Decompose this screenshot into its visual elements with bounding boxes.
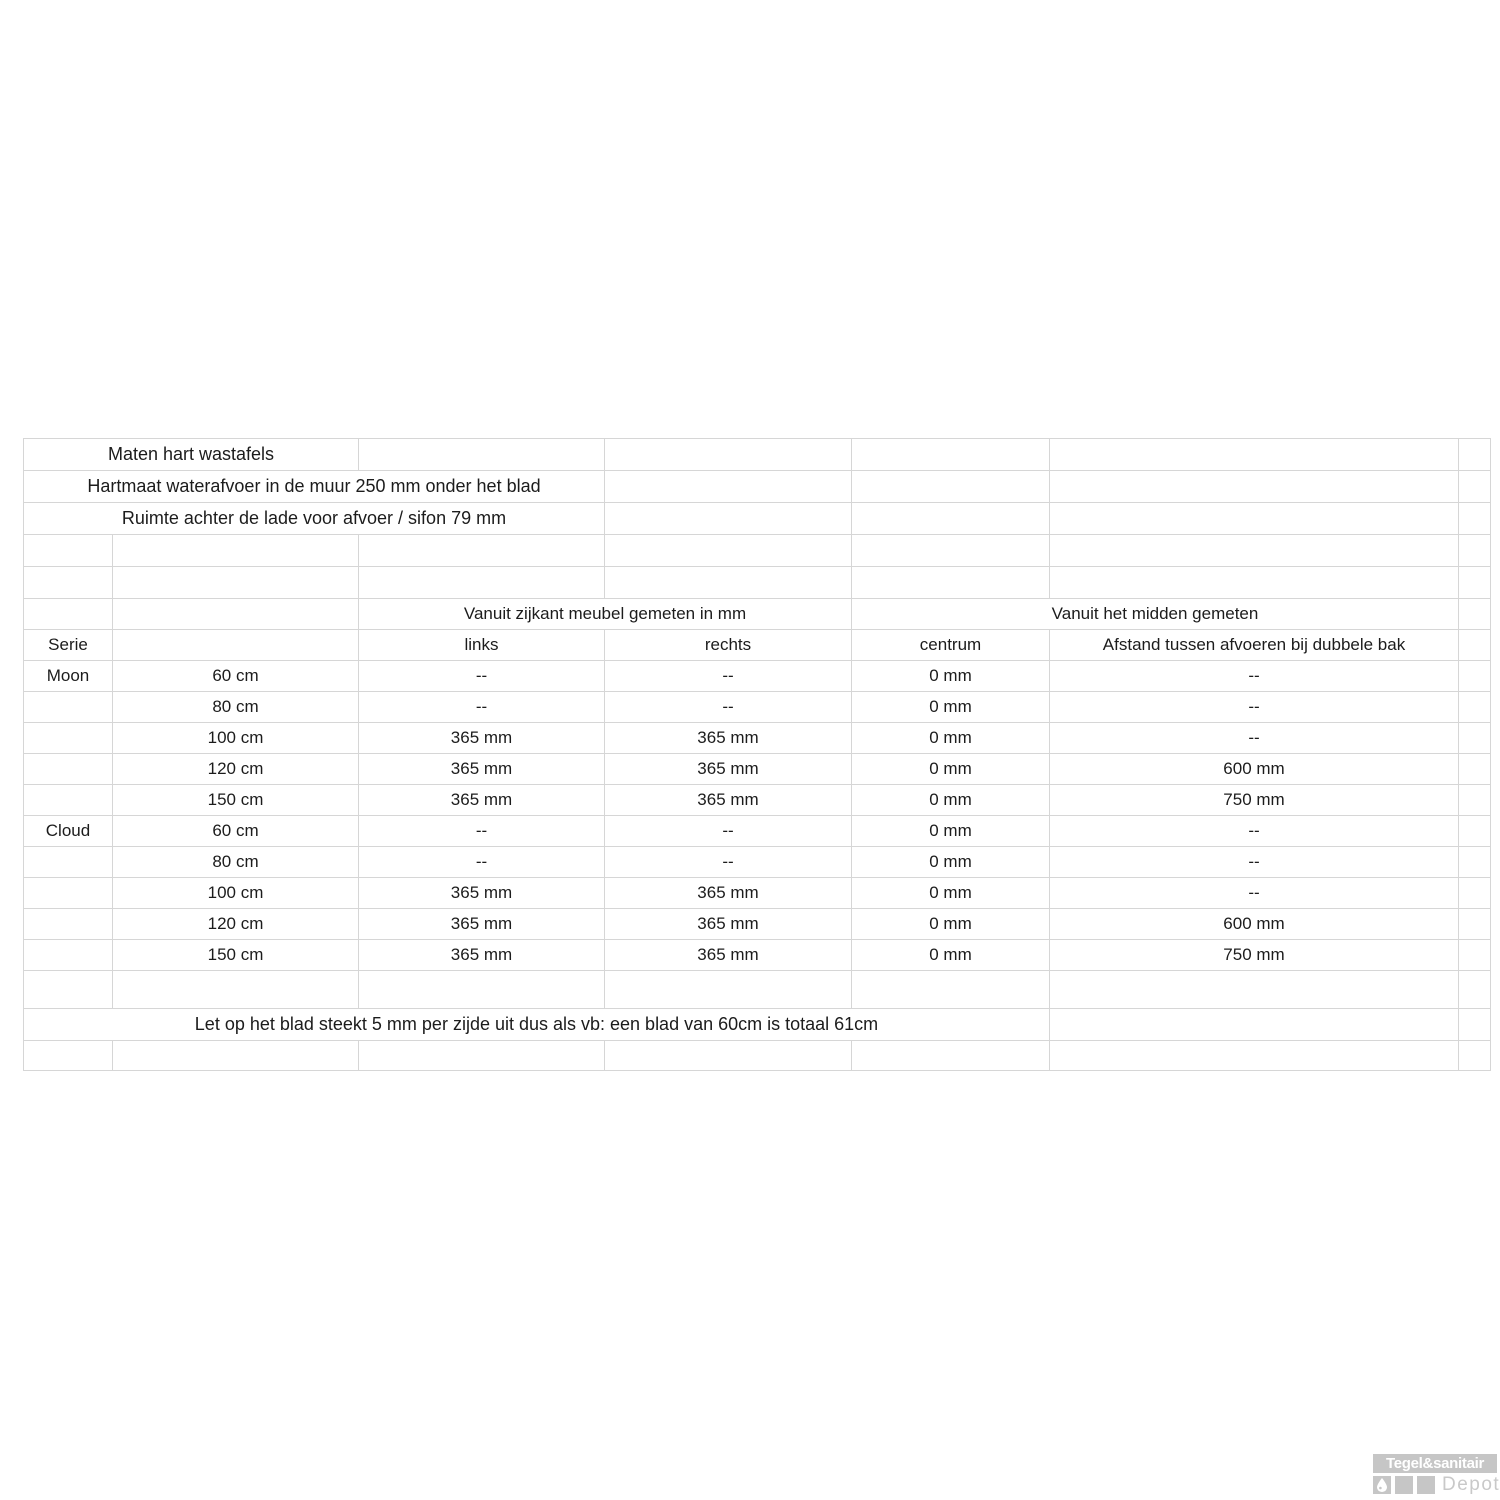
- empty-cell[interactable]: [113, 1041, 359, 1071]
- data-cell-links[interactable]: 365 mm: [359, 723, 605, 754]
- data-cell-afstand[interactable]: --: [1050, 692, 1459, 723]
- serie-label[interactable]: [24, 785, 113, 816]
- empty-cell[interactable]: [1459, 847, 1491, 878]
- empty-cell[interactable]: [1459, 878, 1491, 909]
- serie-label[interactable]: [24, 754, 113, 785]
- logo-sub-name: Depot: [1442, 1474, 1500, 1495]
- data-cell-centrum[interactable]: 0 mm: [852, 816, 1050, 847]
- empty-cell[interactable]: [24, 1041, 113, 1071]
- empty-cell[interactable]: [359, 1041, 605, 1071]
- empty-cell[interactable]: [1459, 599, 1491, 630]
- empty-cell[interactable]: [1459, 471, 1491, 503]
- empty-cell[interactable]: [1459, 567, 1491, 599]
- data-cell-centrum[interactable]: 0 mm: [852, 940, 1050, 971]
- serie-label[interactable]: Moon: [24, 661, 113, 692]
- table-row: [24, 909, 1491, 940]
- empty-cell[interactable]: [113, 535, 359, 567]
- empty-cell[interactable]: [605, 971, 852, 1009]
- data-cell-links[interactable]: --: [359, 847, 605, 878]
- data-cell-rechts[interactable]: 365 mm: [605, 909, 852, 940]
- data-cell-rechts[interactable]: 365 mm: [605, 940, 852, 971]
- table-row: [24, 785, 1491, 816]
- empty-cell[interactable]: [605, 535, 852, 567]
- size-label[interactable]: 100 cm: [113, 878, 359, 909]
- table-row: [24, 816, 1491, 847]
- data-cell-links[interactable]: 365 mm: [359, 909, 605, 940]
- empty-cell[interactable]: [24, 599, 113, 630]
- data-cell-afstand[interactable]: --: [1050, 723, 1459, 754]
- data-cell-afstand[interactable]: --: [1050, 816, 1459, 847]
- empty-cell[interactable]: [1050, 535, 1459, 567]
- logo-brand-name: Tegel&sanitair: [1373, 1454, 1497, 1473]
- size-label[interactable]: 80 cm: [113, 692, 359, 723]
- data-cell-rechts[interactable]: 365 mm: [605, 878, 852, 909]
- data-cell-rechts[interactable]: --: [605, 816, 852, 847]
- empty-cell[interactable]: [24, 971, 113, 1009]
- empty-cell[interactable]: [605, 439, 852, 471]
- empty-cell[interactable]: [852, 535, 1050, 567]
- empty-cell[interactable]: [1459, 503, 1491, 535]
- data-cell-links[interactable]: --: [359, 661, 605, 692]
- empty-cell[interactable]: [113, 599, 359, 630]
- serie-label[interactable]: [24, 692, 113, 723]
- data-cell-centrum[interactable]: 0 mm: [852, 785, 1050, 816]
- empty-cell[interactable]: [852, 567, 1050, 599]
- data-cell-rechts[interactable]: 365 mm: [605, 754, 852, 785]
- data-cell-centrum[interactable]: 0 mm: [852, 909, 1050, 940]
- col-header-links: links: [359, 630, 605, 661]
- size-label[interactable]: 60 cm: [113, 661, 359, 692]
- empty-cell[interactable]: [852, 471, 1050, 503]
- data-cell-links[interactable]: 365 mm: [359, 785, 605, 816]
- serie-label[interactable]: Cloud: [24, 816, 113, 847]
- empty-cell[interactable]: [605, 503, 852, 535]
- col-header-afstand: Afstand tussen afvoeren bij dubbele bak: [1050, 630, 1459, 661]
- empty-cell[interactable]: [852, 1041, 1050, 1071]
- data-cell-links[interactable]: 365 mm: [359, 878, 605, 909]
- col-header-serie: Serie: [24, 630, 113, 661]
- group-header-middle: Vanuit het midden gemeten: [852, 599, 1459, 630]
- serie-label[interactable]: [24, 909, 113, 940]
- table-row: [24, 847, 1491, 878]
- data-cell-rechts[interactable]: 365 mm: [605, 785, 852, 816]
- empty-cell[interactable]: [1050, 1041, 1459, 1071]
- empty-cell[interactable]: [1050, 439, 1459, 471]
- empty-cell[interactable]: [24, 535, 113, 567]
- data-cell-centrum[interactable]: 0 mm: [852, 692, 1050, 723]
- empty-cell[interactable]: [852, 503, 1050, 535]
- empty-cell[interactable]: [1459, 785, 1491, 816]
- size-label[interactable]: 80 cm: [113, 847, 359, 878]
- data-cell-centrum[interactable]: 0 mm: [852, 723, 1050, 754]
- note-ruimte[interactable]: Ruimte achter de lade voor afvoer / sifon 79 mm: [24, 503, 605, 535]
- data-cell-afstand[interactable]: 750 mm: [1050, 940, 1459, 971]
- empty-cell[interactable]: [1050, 471, 1459, 503]
- size-label[interactable]: 120 cm: [113, 909, 359, 940]
- data-cell-afstand[interactable]: --: [1050, 847, 1459, 878]
- empty-cell[interactable]: [1459, 630, 1491, 661]
- table-row: [24, 692, 1491, 723]
- table-row: [24, 754, 1491, 785]
- size-label[interactable]: 100 cm: [113, 723, 359, 754]
- empty-cell[interactable]: [605, 567, 852, 599]
- empty-cell[interactable]: [1459, 940, 1491, 971]
- selected-cell[interactable]: [359, 439, 605, 471]
- empty-cell[interactable]: [1459, 1009, 1491, 1041]
- data-cell-afstand[interactable]: 750 mm: [1050, 785, 1459, 816]
- empty-cell[interactable]: [359, 535, 605, 567]
- empty-cell[interactable]: [1459, 535, 1491, 567]
- empty-cell[interactable]: [605, 1041, 852, 1071]
- data-cell-rechts[interactable]: --: [605, 692, 852, 723]
- data-cell-afstand[interactable]: 600 mm: [1050, 909, 1459, 940]
- table-row: [24, 878, 1491, 909]
- empty-cell[interactable]: [1050, 971, 1459, 1009]
- empty-cell[interactable]: [113, 567, 359, 599]
- data-cell-centrum[interactable]: 0 mm: [852, 754, 1050, 785]
- logo-tile: [1395, 1476, 1413, 1494]
- empty-cell[interactable]: [1459, 754, 1491, 785]
- empty-cell[interactable]: [1459, 909, 1491, 940]
- size-label[interactable]: 150 cm: [113, 940, 359, 971]
- empty-cell[interactable]: [24, 567, 113, 599]
- empty-cell[interactable]: [852, 439, 1050, 471]
- data-cell-links[interactable]: --: [359, 816, 605, 847]
- data-cell-rechts[interactable]: --: [605, 847, 852, 878]
- col-header-rechts: rechts: [605, 630, 852, 661]
- serie-label[interactable]: [24, 723, 113, 754]
- water-drop-icon: [1376, 1478, 1388, 1492]
- empty-cell[interactable]: [1050, 567, 1459, 599]
- data-cell-centrum[interactable]: 0 mm: [852, 878, 1050, 909]
- empty-cell[interactable]: [1050, 1009, 1459, 1041]
- empty-cell[interactable]: [113, 630, 359, 661]
- logo: [1373, 1454, 1500, 1495]
- empty-cell[interactable]: [1459, 661, 1491, 692]
- logo-tile: [1373, 1476, 1391, 1494]
- footer-note[interactable]: Let op het blad steekt 5 mm per zijde uit dus als vb: een blad van 60cm is totaal 61cm: [24, 1009, 1050, 1041]
- data-cell-afstand[interactable]: --: [1050, 878, 1459, 909]
- group-header-side: Vanuit zijkant meubel gemeten in mm: [359, 599, 852, 630]
- serie-label[interactable]: [24, 878, 113, 909]
- table-row: [24, 940, 1491, 971]
- note-hartmaat[interactable]: Hartmaat waterafvoer in de muur 250 mm onder het blad: [24, 471, 605, 503]
- empty-cell[interactable]: [1459, 692, 1491, 723]
- empty-cell[interactable]: [1459, 816, 1491, 847]
- table-row: [24, 661, 1491, 692]
- note-maten[interactable]: Maten hart wastafels: [24, 439, 359, 471]
- data-cell-rechts[interactable]: 365 mm: [605, 723, 852, 754]
- empty-cell[interactable]: [852, 971, 1050, 1009]
- size-label[interactable]: 60 cm: [113, 816, 359, 847]
- empty-cell[interactable]: [1459, 1041, 1491, 1071]
- empty-cell[interactable]: [359, 567, 605, 599]
- empty-cell[interactable]: [1459, 439, 1491, 471]
- serie-label[interactable]: [24, 847, 113, 878]
- empty-cell[interactable]: [1459, 971, 1491, 1009]
- data-cell-rechts[interactable]: --: [605, 661, 852, 692]
- empty-cell[interactable]: [113, 971, 359, 1009]
- size-label[interactable]: 120 cm: [113, 754, 359, 785]
- empty-cell[interactable]: [605, 471, 852, 503]
- serie-label[interactable]: [24, 940, 113, 971]
- data-cell-afstand[interactable]: --: [1050, 661, 1459, 692]
- spreadsheet: [23, 438, 1491, 1071]
- data-cell-links[interactable]: --: [359, 692, 605, 723]
- empty-cell[interactable]: [1459, 723, 1491, 754]
- size-label[interactable]: 150 cm: [113, 785, 359, 816]
- data-cell-links[interactable]: 365 mm: [359, 754, 605, 785]
- empty-cell[interactable]: [1050, 503, 1459, 535]
- empty-cell[interactable]: [359, 971, 605, 1009]
- data-cell-links[interactable]: 365 mm: [359, 940, 605, 971]
- logo-tile: [1417, 1476, 1435, 1494]
- col-header-centrum: centrum: [852, 630, 1050, 661]
- table-row: [24, 723, 1491, 754]
- data-cell-afstand[interactable]: 600 mm: [1050, 754, 1459, 785]
- data-cell-centrum[interactable]: 0 mm: [852, 661, 1050, 692]
- data-cell-centrum[interactable]: 0 mm: [852, 847, 1050, 878]
